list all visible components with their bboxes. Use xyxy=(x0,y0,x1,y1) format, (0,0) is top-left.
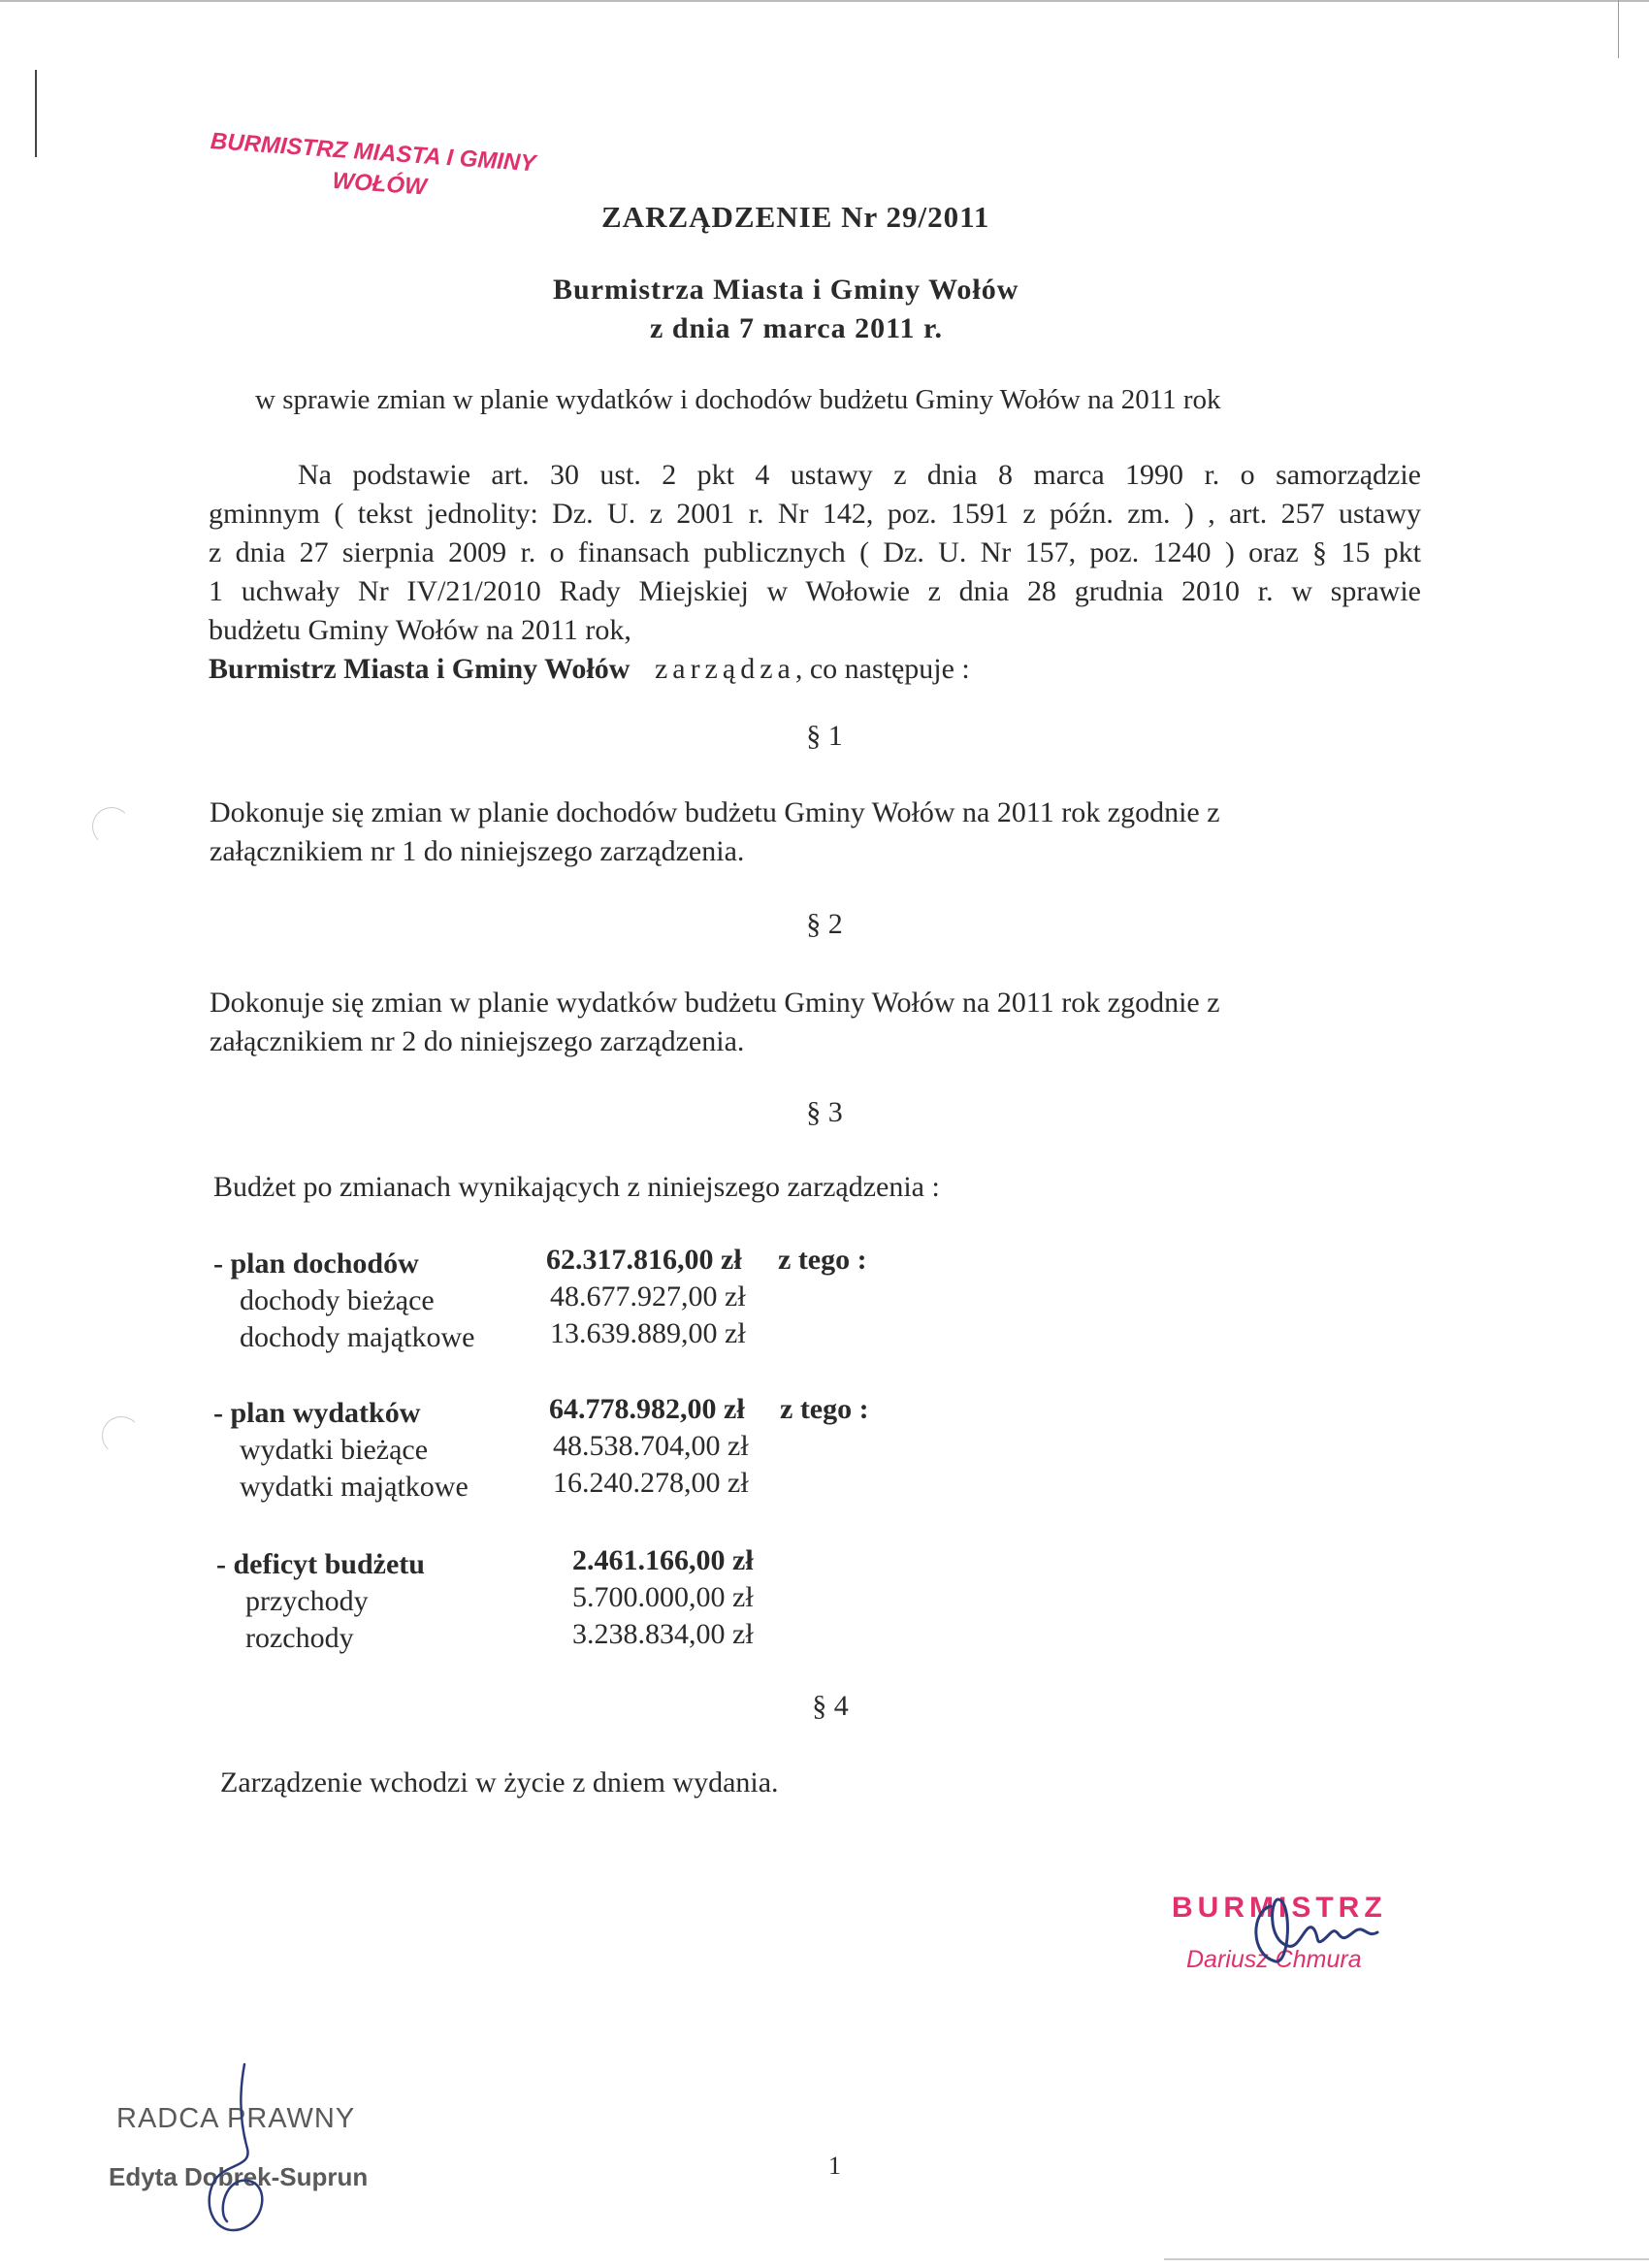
income-row-2-label: dochody majątkowe xyxy=(240,1321,475,1353)
deficit-row-2-value: 3.238.834,00 zł xyxy=(572,1618,754,1650)
office-stamp-line1: BURMISTRZ MIASTA I GMINY xyxy=(210,128,537,178)
preamble-line-1: Na podstawie art. 30 ust. 2 pkt 4 ustawy z dnia 8 marca 1990 r. o samorządzie xyxy=(298,459,1421,491)
preamble xyxy=(209,456,1421,689)
section-3-text: Budżet po zmianach wynikających z niniejszego zarządzenia : xyxy=(213,1171,940,1203)
page-number: 1 xyxy=(828,2152,841,2180)
deficit-label: - deficyt budżetu xyxy=(216,1548,425,1580)
preamble-line-4: 1 uchwały Nr IV/21/2010 Rady Miejskiej w Wołowie z dnia 28 grudnia 2010 r. w sprawie xyxy=(209,575,1421,607)
expenses-suffix: z tego : xyxy=(780,1393,869,1425)
expenses-row-1-label: wydatki bieżące xyxy=(240,1434,429,1466)
enactment-issuer: Burmistrz Miasta i Gminy Wołów xyxy=(209,653,630,685)
income-suffix: z tego : xyxy=(778,1244,867,1276)
income-total: 62.317.816,00 zł xyxy=(546,1244,742,1276)
section-1-line-2: załącznikiem nr 1 do niniejszego zarządzenia. xyxy=(210,835,745,867)
deficit-row-2-label: rozchody xyxy=(245,1622,354,1654)
office-stamp xyxy=(206,128,579,241)
expenses-row-2-value: 16.240.278,00 zł xyxy=(553,1467,749,1499)
section-1-line-1: Dokonuje się zmian w planie dochodów budżetu Gminy Wołów na 2011 rok zgodnie z xyxy=(210,796,1220,828)
enactment-line xyxy=(209,650,1421,689)
legal-signature xyxy=(155,2057,301,2251)
section-2-text xyxy=(210,984,1422,1061)
scan-edge-top xyxy=(0,0,1649,2)
issuer-line: Burmistrza Miasta i Gminy Wołów xyxy=(553,274,1019,306)
enactment-rest: , co następuje : xyxy=(794,653,970,685)
margin-mark xyxy=(35,70,37,157)
scan-edge-bottom xyxy=(1164,2258,1649,2260)
section-mark-3: § 3 xyxy=(806,1096,843,1128)
preamble-line-5: budżetu Gminy Wołów na 2011 rok, xyxy=(209,614,631,646)
deficit-total: 2.461.166,00 zł xyxy=(572,1544,754,1576)
expenses-total: 64.778.982,00 zł xyxy=(549,1393,745,1425)
expenses-row-2-label: wydatki majątkowe xyxy=(240,1471,469,1503)
income-row-1-label: dochody bieżące xyxy=(240,1284,435,1316)
section-4-text: Zarządzenie wchodzi w życie z dniem wydania. xyxy=(220,1766,779,1798)
deficit-row-1-value: 5.700.000,00 zł xyxy=(572,1581,754,1613)
preamble-line-2: gminnym ( tekst jednolity: Dz. U. z 2001 r. Nr 142, poz. 1591 z późn. zm. ) , art. 257 ustawy xyxy=(209,498,1421,530)
section-1-text xyxy=(210,794,1422,871)
section-mark-2: § 2 xyxy=(806,908,843,940)
document-title: ZARZĄDZENIE Nr 29/2011 xyxy=(601,200,990,234)
enactment-verb: zarządza xyxy=(654,653,795,685)
section-mark-1: § 1 xyxy=(806,720,843,752)
income-row-1-value: 48.677.927,00 zł xyxy=(550,1280,746,1312)
section-mark-4: § 4 xyxy=(812,1690,849,1722)
scan-edge-right xyxy=(1618,0,1619,58)
section-2-line-2: załącznikiem nr 2 do niniejszego zarządzenia. xyxy=(210,1025,745,1057)
preamble-line-3: z dnia 27 sierpnia 2009 r. o finansach publicznych ( Dz. U. Nr 157, poz. 1240 ) oraz § 15 pkt xyxy=(209,536,1421,568)
punch-hole-2 xyxy=(102,1416,141,1455)
punch-hole-1 xyxy=(92,807,131,846)
section-2-line-1: Dokonuje się zmian w planie wydatków budżetu Gminy Wołów na 2011 rok zgodnie z xyxy=(210,987,1220,1019)
mayor-signature xyxy=(1232,1882,1426,1989)
income-row-2-value: 13.639.889,00 zł xyxy=(550,1317,746,1349)
office-stamp-line2: WOŁÓW xyxy=(331,167,428,201)
expenses-row-1-value: 48.538.704,00 zł xyxy=(553,1430,749,1462)
date-line: z dnia 7 marca 2011 r. xyxy=(650,312,944,344)
income-label: - plan dochodów xyxy=(213,1247,419,1280)
legal-stamp-title: RADCA PRAWNY xyxy=(116,2103,356,2134)
expenses-label: - plan wydatków xyxy=(213,1397,421,1429)
subject-line: w sprawie zmian w planie wydatków i dochodów budżetu Gminy Wołów na 2011 rok xyxy=(255,384,1221,415)
mayor-stamp-name: Dariusz Chmura xyxy=(1186,1946,1362,1973)
mayor-stamp-title: BURMISTRZ xyxy=(1172,1892,1387,1924)
legal-stamp-name: Edyta Dobrek-Suprun xyxy=(109,2162,369,2191)
deficit-row-1-label: przychody xyxy=(245,1585,369,1617)
